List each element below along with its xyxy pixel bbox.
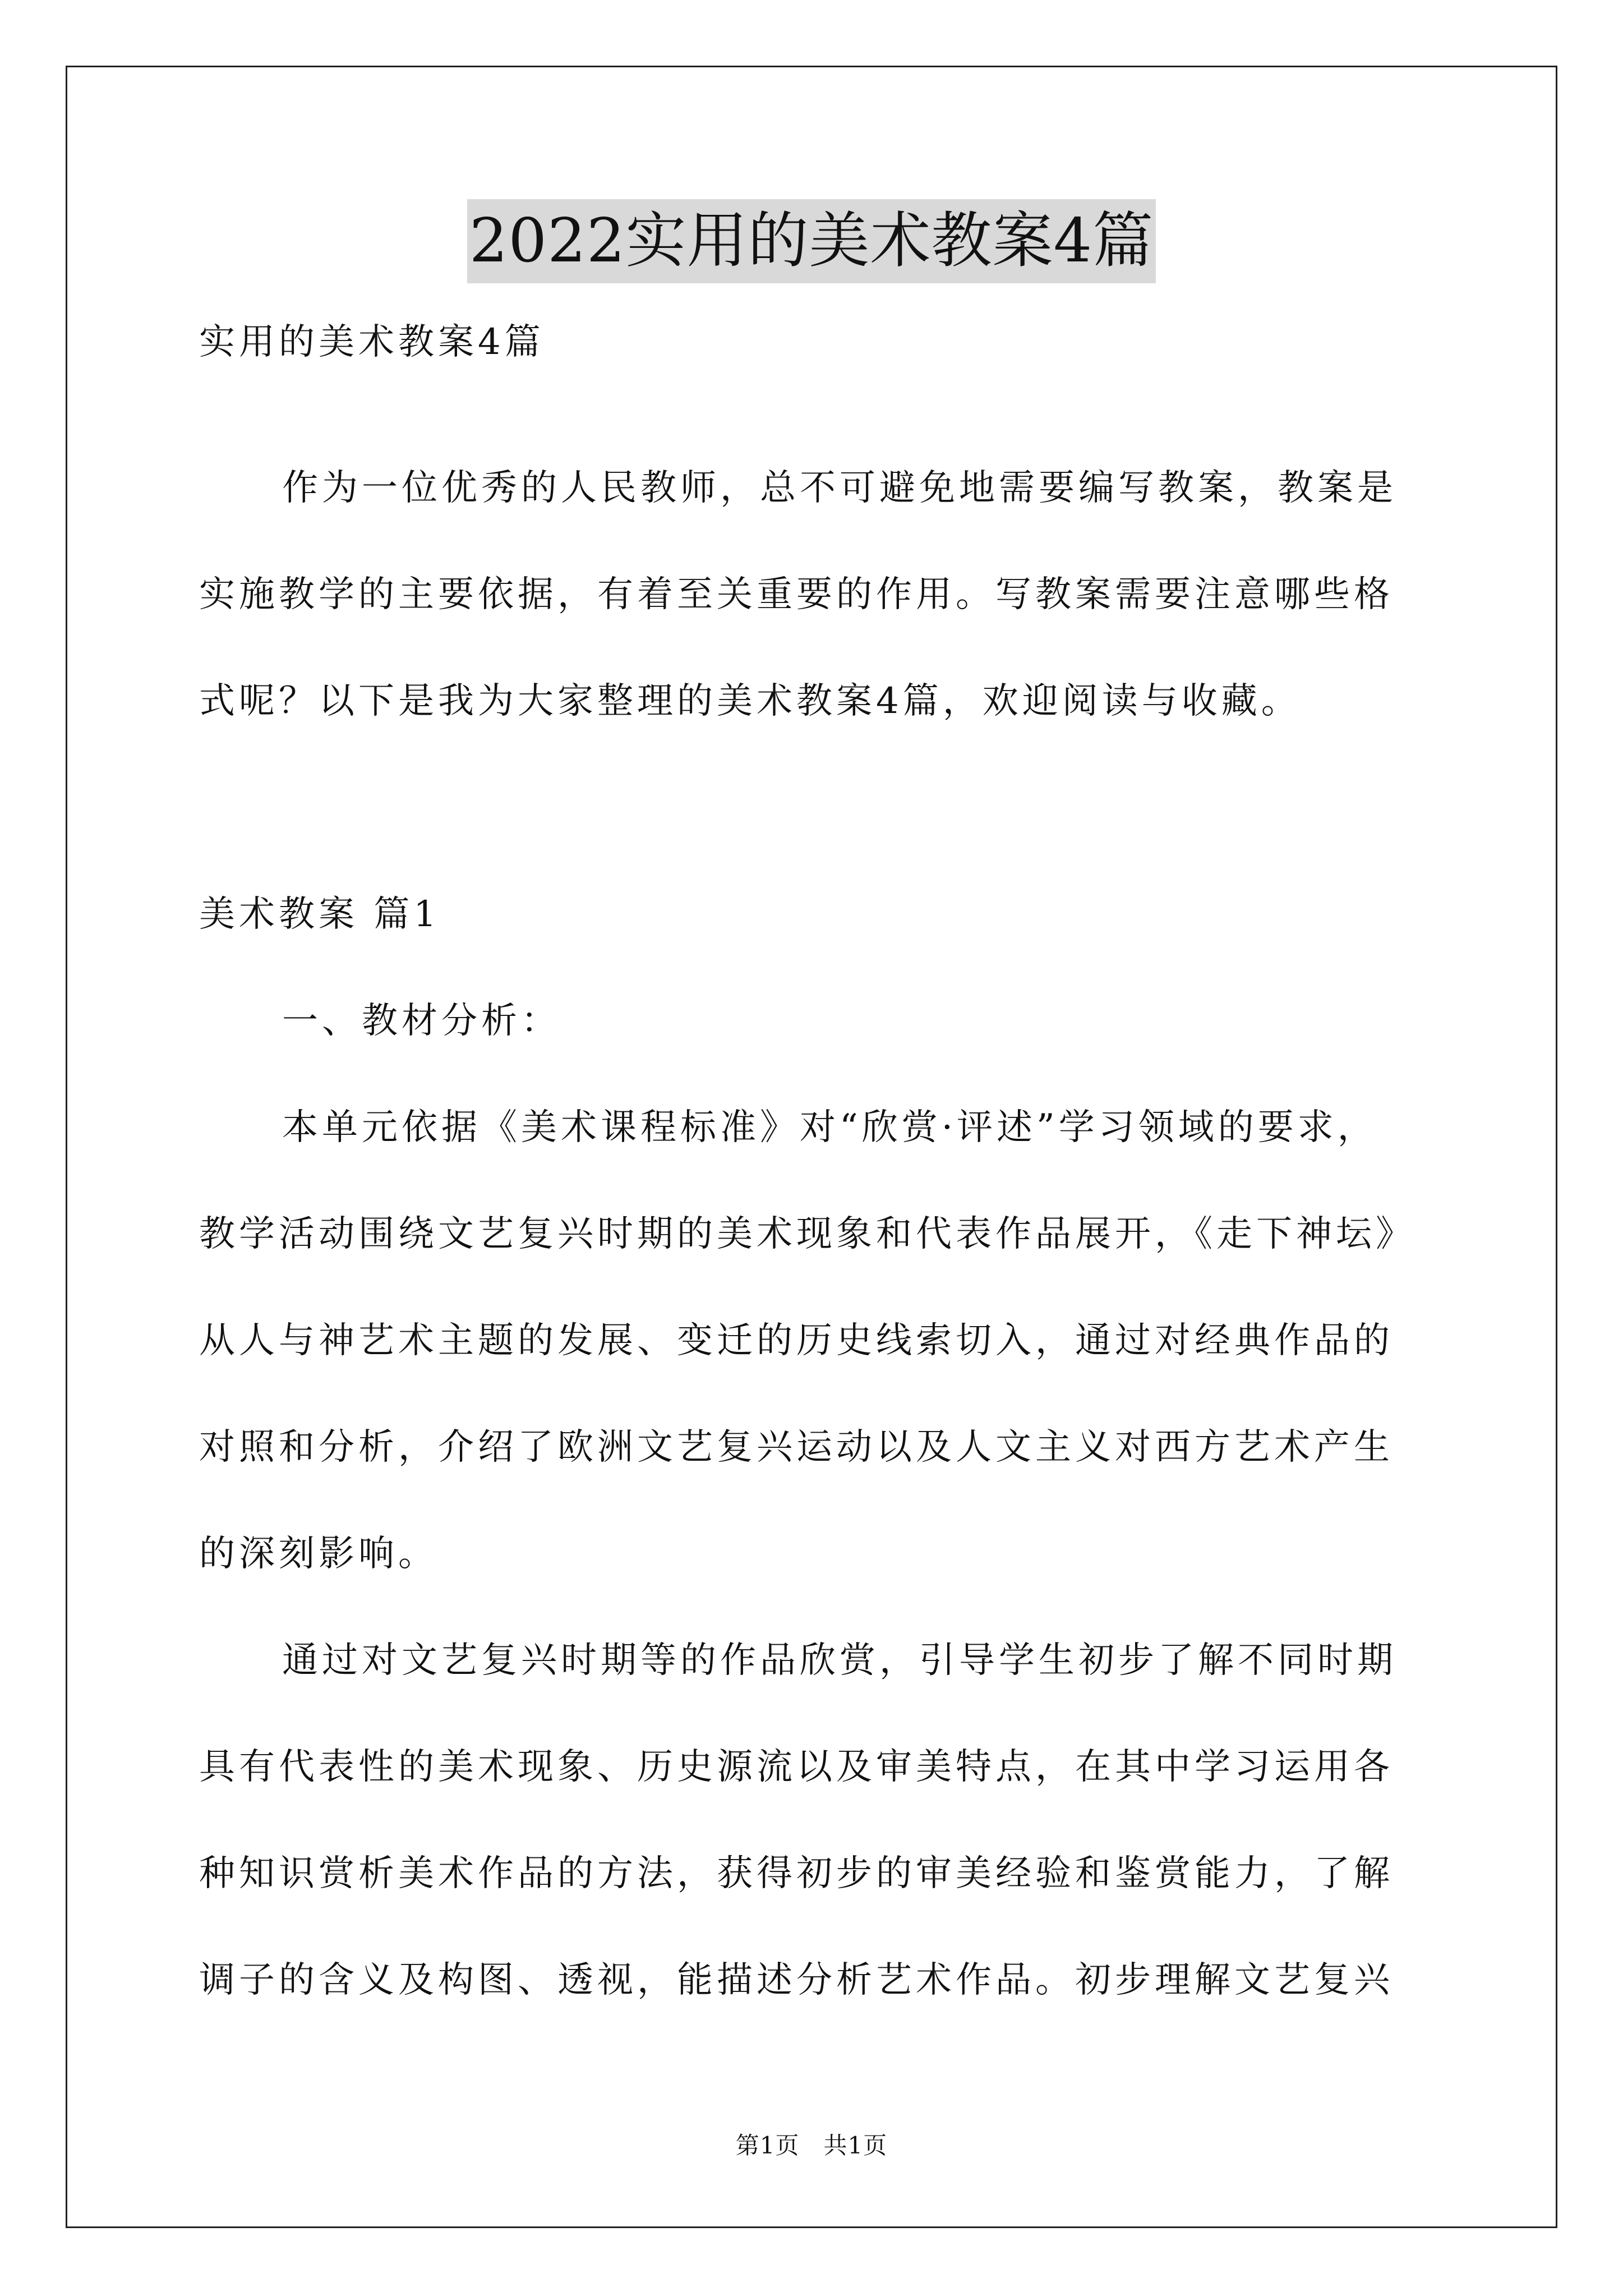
paragraph-line: 实施教学的主要依据，有着至关重要的作用。写教案需要注意哪些格 bbox=[199, 574, 1394, 615]
paragraph-line: 种知识赏析美术作品的方法，获得初步的审美经验和鉴赏能力，了解 bbox=[199, 1853, 1394, 1894]
paragraph-line: 本单元依据《美术课程标准》对“欣赏·评述”学习领域的要求， bbox=[282, 1107, 1377, 1148]
paragraph-line: 通过对文艺复兴时期等的作品欣赏，引导学生初步了解不同时期 bbox=[282, 1640, 1397, 1681]
paragraph-line: 作为一位优秀的人民教师，总不可避免地需要编写教案，教案是 bbox=[282, 467, 1397, 509]
paragraph-line: 具有代表性的美术现象、历史源流以及审美特点，在其中学习运用各 bbox=[199, 1746, 1394, 1788]
page-footer: 第1页 共1页 bbox=[735, 2132, 888, 2159]
subsection-heading: 一、教材分析： bbox=[282, 1000, 561, 1042]
section-heading: 美术教案 篇1 bbox=[199, 894, 441, 935]
paragraph-line: 对照和分析，介绍了欧洲文艺复兴运动以及人文主义对西方艺术产生 bbox=[199, 1427, 1394, 1468]
document-title: 2022实用的美术教案4篇 bbox=[467, 199, 1156, 283]
paragraph-line: 的深刻影响。 bbox=[199, 1533, 438, 1575]
paragraph-line: 式呢？以下是我为大家整理的美术教案4篇，欢迎阅读与收藏。 bbox=[199, 680, 1301, 722]
document-subtitle: 实用的美术教案4篇 bbox=[199, 321, 545, 363]
paragraph-line: 从人与神艺术主题的发展、变迁的历史线索切入，通过对经典作品的 bbox=[199, 1320, 1394, 1361]
paragraph-line: 调子的含义及构图、透视，能描述分析艺术作品。初步理解文艺复兴 bbox=[199, 1959, 1394, 2001]
title-container bbox=[0, 199, 1623, 283]
paragraph-line: 教学活动围绕文艺复兴时期的美术现象和代表作品展开，《走下神坛》 bbox=[199, 1213, 1415, 1255]
